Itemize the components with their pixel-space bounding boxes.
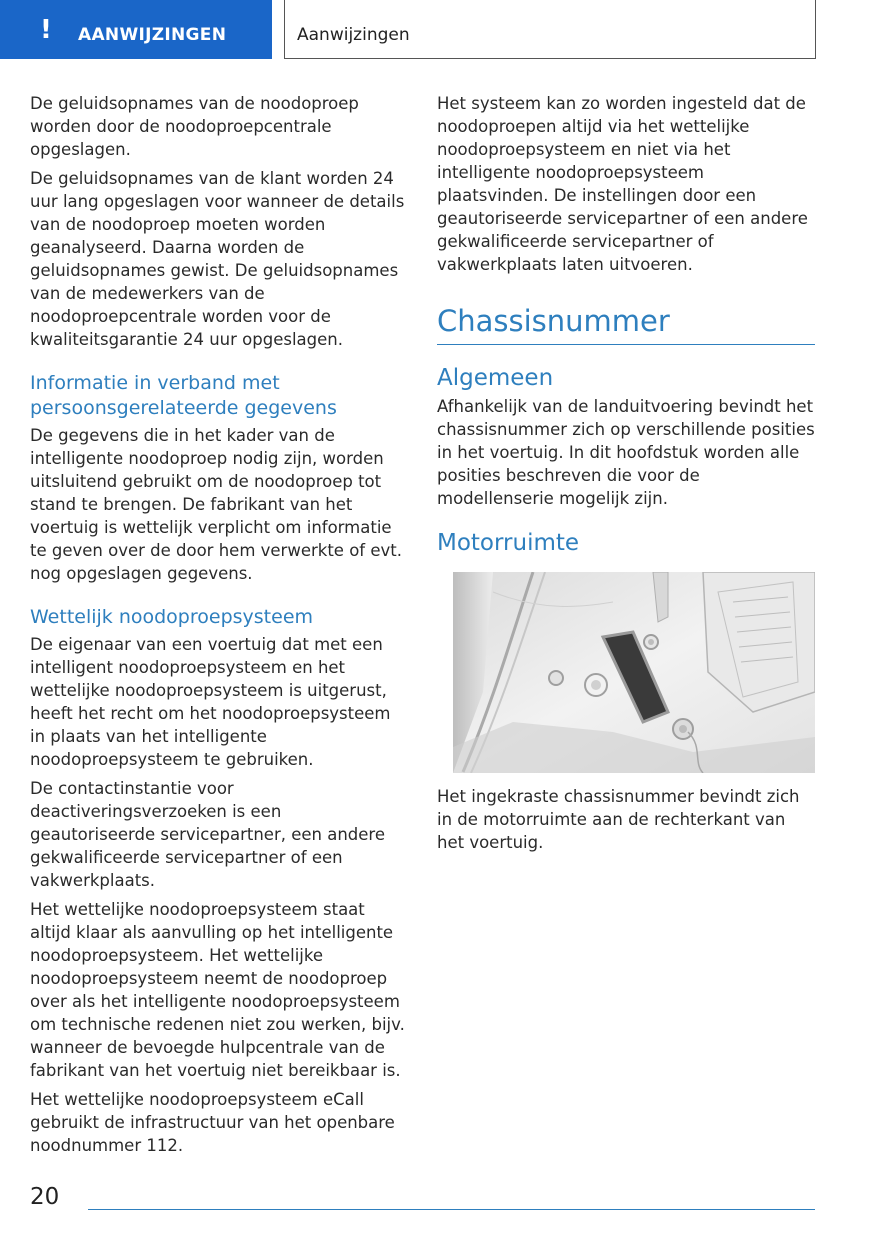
paragraph: De contactinstantie voor deactiveringsverzoeken is een geautoriseerde servicepartner, een andere gekwalificeerde servicepartner of een vakwerkplaats. xyxy=(30,779,385,890)
paragraph: De gegevens die in het kader van de intelligente noodoproep nodig zijn, worden uitsluitend gebruikt om de noodoproep tot stand te brengen. De fabrikant van het voertuig is wettelijk verplicht om informatie te geven over de door hem verwerkte of evt. nog opgeslagen gegevens. xyxy=(30,426,402,583)
right-column xyxy=(437,92,815,860)
page-number: 20 xyxy=(30,1184,60,1210)
paragraph: Het ingekraste chassisnummer bevindt zich in de motorruimte aan de rechterkant van het voertuig. xyxy=(437,787,800,852)
paragraph: De eigenaar van een voertuig dat met een intelligent noodoproepsysteem en het wettelijke noodoproepsysteem is uitgerust, heeft het recht om het noodoproepsysteem in plaats van het intelligente noodoproepsysteem te gebruiken. xyxy=(30,635,391,769)
paragraph: Het wettelijke noodoproepsysteem staat altijd klaar als aanvulling op het intelligente noodoproepsysteem. Het wettelijke noodoproepsysteem neemt de noodoproep over als het intelligente noodoproepsysteem om technische redenen niet zou werken, bijv. wanneer de bevoegde hulpcentrale van de fabrikant van het voertuig niet bereikbaar is. xyxy=(30,900,405,1080)
paragraph: De geluidsopnames van de noodoproep worden door de noodoproepcentrale opgeslagen. xyxy=(30,94,359,159)
engine-compartment-image xyxy=(453,572,815,773)
heading-legal-system: Wettelijk noodoproepsysteem xyxy=(30,606,314,628)
section-header-label: Aanwijzingen xyxy=(297,25,410,45)
heading-general: Algemeen xyxy=(437,365,554,391)
heading-engine-compartment: Motorruimte xyxy=(437,530,580,556)
footer-divider xyxy=(88,1209,815,1210)
left-column xyxy=(30,92,405,1163)
heading-privacy: Informatie in verband met persoonsgerelateerde gegevens xyxy=(30,372,337,419)
paragraph: Afhankelijk van de landuitvoering bevindt het chassisnummer zich op verschillende posities in het voertuig. In dit hoofdstuk worden alle posities beschreven die voor de modellenserie mogelijk zijn. xyxy=(437,397,815,508)
warning-icon: ! xyxy=(40,15,52,45)
heading-chassis-number: Chassisnummer xyxy=(437,302,815,345)
section-header xyxy=(284,0,816,59)
paragraph: Het wettelijke noodoproepsysteem eCall gebruikt de infrastructuur van het openbare noodnummer 112. xyxy=(30,1090,395,1155)
paragraph: Het systeem kan zo worden ingesteld dat de noodoproepen altijd via het wettelijke noodoproepsysteem en niet via het intelligente noodoproepsysteem plaatsvinden. De instellingen door een geautoriseerde servicepartner of een andere gekwalificeerde servicepartner of vakwerkplaats laten uitvoeren. xyxy=(437,94,808,274)
chapter-tab xyxy=(0,0,272,59)
paragraph: De geluidsopnames van de klant worden 24 uur lang opgeslagen voor wanneer de details van de noodoproep moeten worden geanalyseerd. Daarna worden de geluidsopnames gewist. De geluidsopnames van de medewerkers van de noodoproepcentrale worden voor de kwaliteitsgarantie 24 uur opgeslagen. xyxy=(30,169,405,349)
chapter-tab-label: AANWIJZINGEN xyxy=(78,25,227,45)
